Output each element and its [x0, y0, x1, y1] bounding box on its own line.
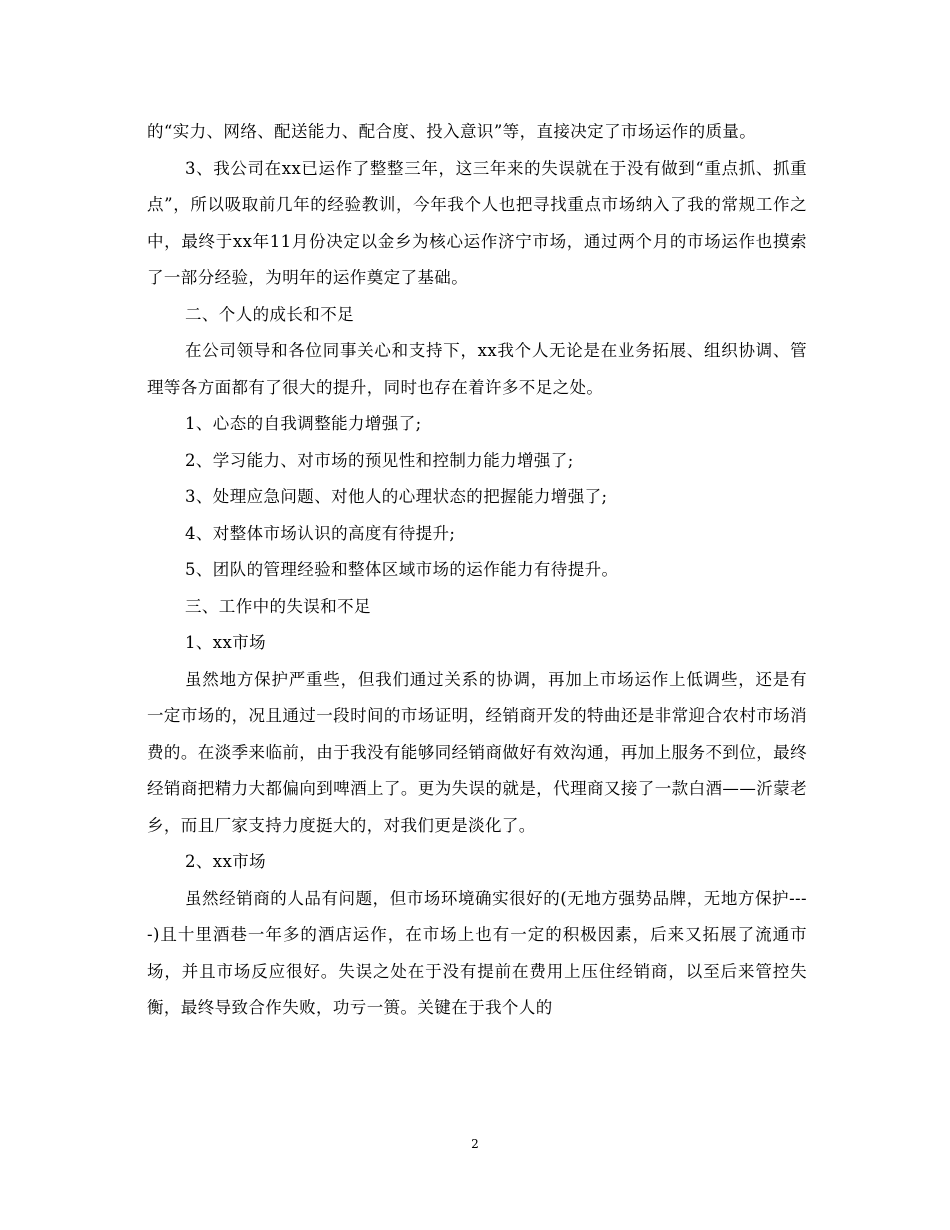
subheading-market-2: 2、xx市场: [185, 852, 267, 871]
paragraph-point-3: 3、我公司在xx已运作了整整三年，这三年来的失误就在于没有做到“重点抓、抓重点”，所以吸取前几年的经验教训，今年我个人也把寻找重点市场纳入了我的常规工作之中，最终于xx年11月份决定以金乡为核心运作济宁市场，通过两个月的市场运作也摸索了一部分经验，为明年的运作奠定了基础。: [147, 158, 807, 287]
list-item-3: 3、处理应急问题、对他人的心理状态的把握能力增强了;: [185, 487, 608, 506]
list-item-2: 2、学习能力、对市场的预见性和控制力能力增强了;: [185, 450, 574, 470]
subheading-market-1: 1、xx市场: [185, 633, 267, 652]
paragraph-continuation: 的“实力、网络、配送能力、配合度、投入意识”等，直接决定了市场运作的质量。: [147, 122, 757, 141]
list-item-4: 4、对整体市场认识的高度有待提升;: [185, 523, 456, 543]
section-heading-personal-growth: 二、个人的成长和不足: [185, 304, 354, 324]
paragraph-growth-intro: 在公司领导和各位同事关心和支持下，xx我个人无论是在业务拓展、组织协调、管理等各方面都有了很大的提升，同时也存在着许多不足之处。: [147, 341, 807, 397]
list-item-1: 1、心态的自我调整能力增强了;: [185, 414, 422, 433]
paragraph-market-1: 虽然地方保护严重些，但我们通过关系的协调，再加上市场运作上低调些，还是有一定市场的，况且通过一段时间的市场证明，经销商开发的特曲还是非常迎合农村市场消费的。在淡季来临前，由于我没有能够同经销商做好有效沟通，再加上服务不到位，最终经销商把精力大都偏向到啤酒上了。更为失误的就是，代理商又接了一款白酒——沂蒙老乡，而且厂家支持力度挺大的，对我们更是淡化了。: [147, 669, 807, 835]
page-number: 2: [471, 1137, 479, 1151]
paragraph-market-2: 虽然经销商的人品有问题，但市场环境确实很好的(无地方强势品牌，无地方保护----)且十里酒巷一年多的酒店运作，在市场上也有一定的积极因素，后来又拓展了流通市场，并且市场反应很好。失误之处在于没有提前在费用上压住经销商，以至后来管控失衡，最终导致合作失败，功亏一篑。关键在于我个人的: [147, 888, 807, 1017]
section-heading-mistakes: 三、工作中的失误和不足: [185, 596, 371, 616]
list-item-5: 5、团队的管理经验和整体区域市场的运作能力有待提升。: [185, 560, 619, 579]
document-body: [147, 114, 807, 1027]
